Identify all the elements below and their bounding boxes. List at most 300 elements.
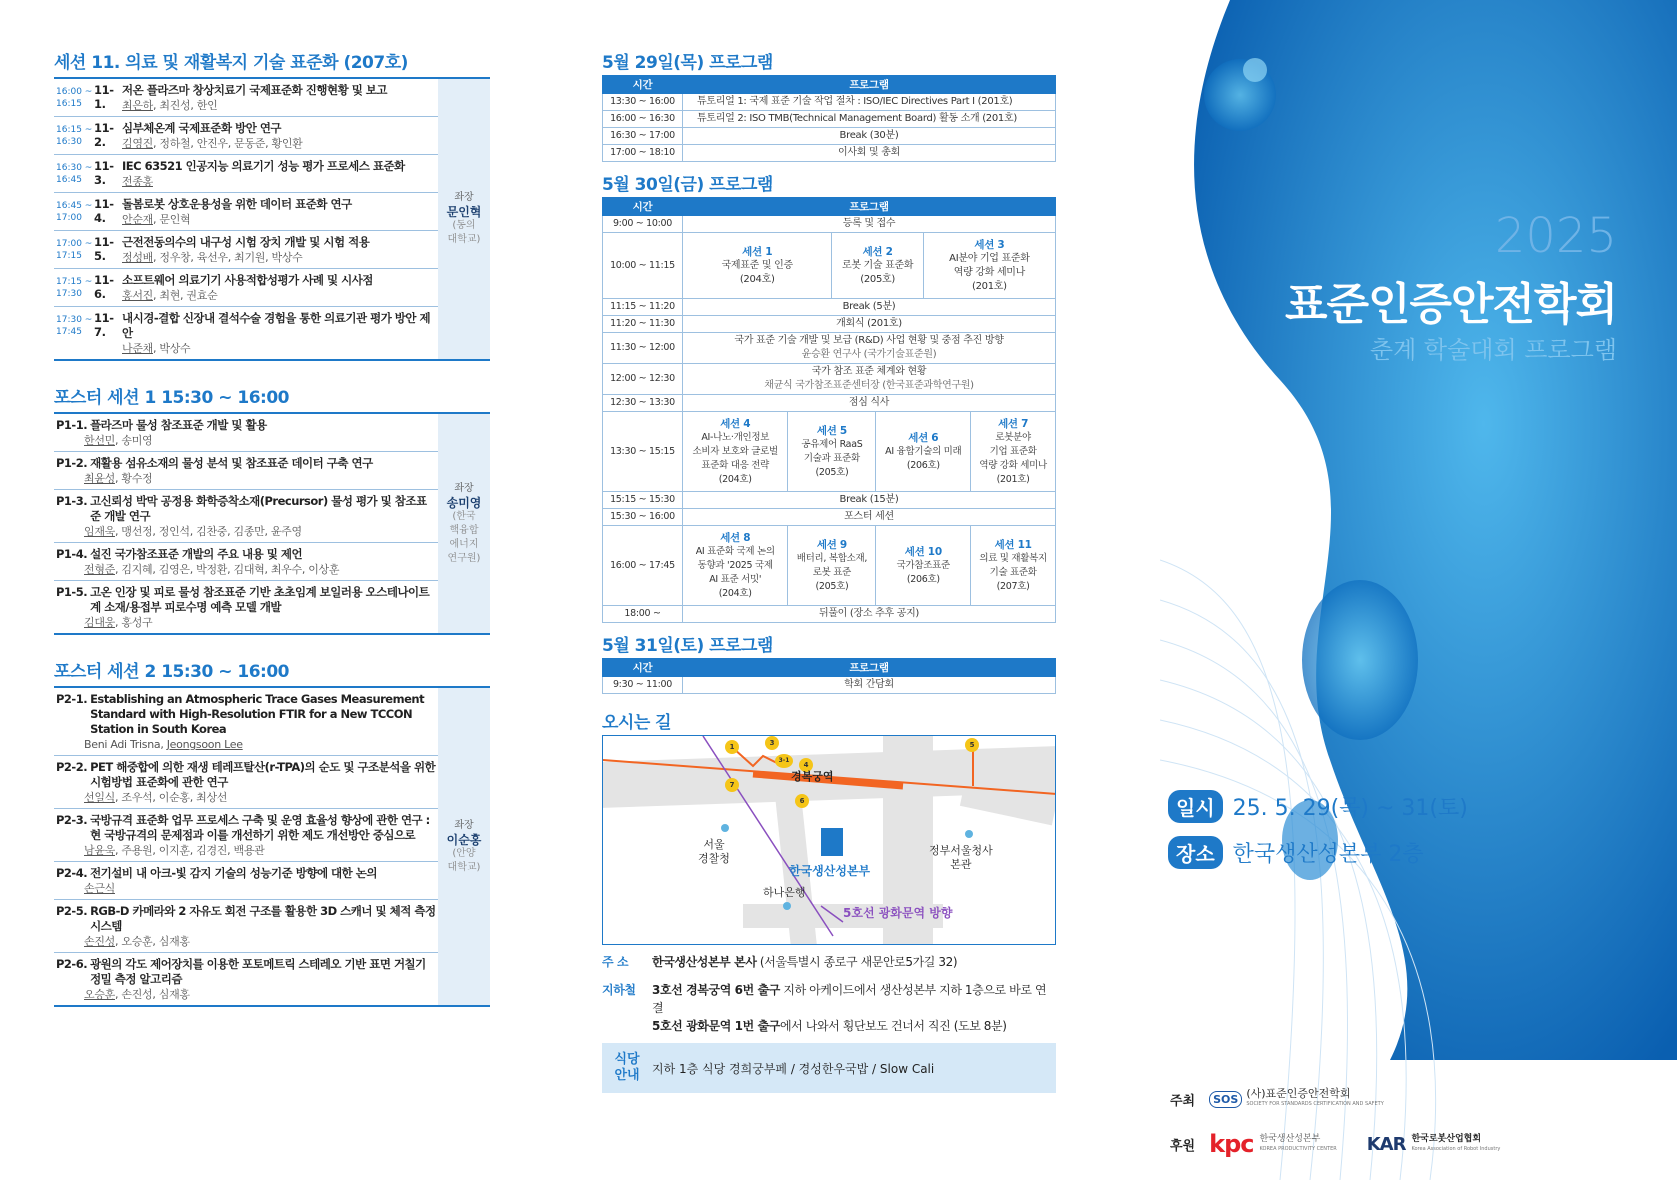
time-cell: 9:30 ~ 11:00 (603, 677, 683, 694)
place-line (1168, 836, 1424, 869)
talk-row (54, 269, 438, 307)
subway-bold: 3호선 경복궁역 6번 출구 (652, 983, 780, 997)
coauthors: , 오승훈, 심재홍 (114, 935, 190, 948)
wave-graphic (1160, 0, 1677, 1180)
talk-row (54, 231, 438, 269)
talk-body (122, 197, 436, 227)
poster-number: P1-1. (56, 418, 88, 432)
session-cell (876, 526, 971, 606)
program-cell (683, 333, 1056, 364)
day30-table (602, 197, 1056, 623)
presenter-name: 안순재 (122, 213, 153, 226)
coauthors: , 조우석, 이순홍, 최상선 (114, 791, 228, 804)
poster-row (54, 581, 438, 633)
exit-marker: 4 (799, 758, 813, 772)
presenter-name: 손진성 (84, 935, 115, 948)
poster-authors (56, 433, 436, 448)
sponsor2-name: 한국로봇산업협회 (1411, 1134, 1482, 1144)
program-cell: 등록 및 접수 (683, 216, 1056, 233)
exit-marker: 3-1 (775, 754, 793, 768)
exit-marker: 1 (725, 740, 739, 754)
talk-title: 돌봄로봇 상호운용성을 위한 데이터 표준화 연구 (122, 197, 352, 211)
presenter-name: 전종홍 (122, 175, 153, 188)
poster-authors (56, 562, 436, 577)
location-map[interactable] (602, 735, 1056, 945)
time-cell: 11:15 ~ 11:20 (603, 299, 683, 316)
poster-authors (56, 737, 436, 752)
poster-title: 국방규격 표준화 업무 프로세스 구축 및 운영 효율성 향상에 관한 연구 : 현 국방규격의 문제점과 이를 개선하기 위한 제도 개선방안 중심으로 (90, 813, 430, 842)
presenter-name: 김대웅 (84, 616, 115, 629)
poster-number: P1-4. (56, 547, 88, 561)
program-title: 국가 참조 표준 체계와 현황 (811, 366, 927, 377)
session-name: 세션 7 (998, 417, 1029, 430)
talk-body (122, 273, 436, 303)
talk-row (54, 79, 438, 117)
presenter-name: 임재욱 (84, 525, 115, 538)
table-row (603, 216, 1056, 233)
subway-label: 지하철 (602, 983, 636, 997)
kpc-label: 한국생산성본부 (789, 864, 871, 878)
col-time: 시간 (603, 76, 683, 94)
talk-time: 16:45 ~ 17:00 (56, 201, 93, 223)
poster-row (54, 543, 438, 581)
coauthors: , 최진성, 한인 (152, 99, 218, 112)
talk-title: 심부체온계 국제표준화 방안 연구 (122, 121, 282, 135)
session-name: 세션 10 (904, 545, 942, 558)
exit-marker: 3 (765, 736, 779, 750)
chair-name: 문인혁 (446, 205, 482, 219)
gov-label: 정부서울청사 본관 (929, 844, 993, 871)
coauthors: , 문인혁 (152, 213, 191, 226)
time-cell: 13:30 ~ 15:15 (603, 412, 683, 492)
table-row (603, 526, 1056, 606)
col-program: 프로그램 (683, 659, 1056, 677)
session-cell (923, 233, 1055, 299)
session-cell (788, 412, 876, 492)
poster-title-line (56, 456, 436, 471)
subway-bold: 5호선 광화문역 1번 출구 (652, 1019, 780, 1033)
cover-year: 2025 (1494, 208, 1617, 264)
program-cell: Break (15분) (683, 492, 1056, 509)
poster-row (54, 900, 438, 953)
sponsor-line (1170, 1130, 1500, 1158)
time-cell: 11:30 ~ 12:00 (603, 333, 683, 364)
poster2-chair (438, 688, 490, 1005)
poster2-box (54, 686, 490, 1007)
presenter-name: 최윤성 (84, 472, 115, 485)
poster-title: Establishing an Atmospheric Trace Gases Measurement Standard with High-Resolution FTIR for a New TCCON Station in South Korea (90, 692, 425, 736)
sponsor1-en: KOREA PRODUCTIVITY CENTER (1259, 1146, 1337, 1152)
table-row (603, 333, 1056, 364)
cover-panel (1160, 0, 1677, 1180)
session-name: 세션 6 (908, 431, 939, 444)
day29-title: 5월 29일(목) 프로그램 (602, 53, 773, 73)
talk-authors (122, 98, 436, 113)
poster-title-line (56, 813, 436, 843)
program-cell: 뒤풀이 (장소 추후 공지) (683, 606, 1056, 623)
talk-title: 내시경-결합 신장내 결석수술 경험을 통한 의료기관 평가 방안 제안 (122, 311, 431, 340)
col-program: 프로그램 (683, 198, 1056, 216)
coauthors: , 김지혜, 김영은, 박정환, 김대혁, 최우수, 이상훈 (114, 563, 340, 576)
presenter-name: 정성배 (122, 251, 153, 264)
session-cell (876, 412, 971, 492)
presenter-name: 전형준 (84, 563, 115, 576)
bank-label: 하나은행 (763, 886, 806, 899)
address-info (602, 953, 1056, 971)
talk-number: 11-6. (94, 273, 114, 301)
time-cell: 16:00 ~ 16:30 (603, 111, 683, 128)
table-row (603, 316, 1056, 333)
program-cell: 점심 식사 (683, 395, 1056, 412)
poster1-list (54, 414, 438, 633)
sponsor1-name: 한국생산성본부 (1259, 1134, 1321, 1144)
poster-number: P2-5. (56, 904, 88, 918)
coauthors: , 정우창, 육선우, 최기원, 박상수 (152, 251, 303, 264)
meal-label: 식당 안내 (614, 1052, 640, 1083)
line5-label: 5호선 광화문역 방향 (843, 906, 953, 920)
presenter-name: 한선민 (84, 434, 115, 447)
poster-title: 고온 인장 및 피로 물성 참조표준 기반 초초임계 보일러용 오스테나이트계 소재/용접부 피로수명 예측 모델 개발 (90, 585, 430, 614)
time-cell: 12:00 ~ 12:30 (603, 364, 683, 395)
kpc-logo-icon: kpc (1209, 1130, 1254, 1158)
talk-row (54, 193, 438, 231)
poster-title-line (56, 494, 436, 524)
poster-title: 플라즈마 물성 참조표준 개발 및 활용 (90, 418, 267, 432)
place-value: 한국생산성본부 2층 (1232, 842, 1424, 867)
talk-authors (122, 174, 436, 189)
subway-info (602, 981, 1056, 1035)
session-topic: 공유제어 RaaS 기술과 표준화 (205호) (801, 438, 863, 478)
poster-title-line (56, 692, 436, 737)
poster-authors (56, 881, 436, 896)
poster-row (54, 756, 438, 809)
chair-role: 좌장 (454, 192, 474, 203)
exit-marker: 7 (725, 778, 739, 792)
time-cell: 13:30 ~ 16:00 (603, 94, 683, 111)
coauthors: , 박상수 (152, 342, 191, 355)
poster-title-line (56, 866, 436, 881)
session-cell (788, 526, 876, 606)
session11-list (54, 79, 438, 359)
program-speaker: 윤승환 연구사 (국가기술표준원) (801, 349, 937, 360)
session-name: 세션 11 (994, 538, 1032, 551)
talk-time: 17:15 ~ 17:30 (56, 277, 93, 299)
session-name: 세션 9 (816, 538, 847, 551)
coauthors: , 송미영 (114, 434, 153, 447)
time-cell: 12:30 ~ 13:30 (603, 395, 683, 412)
time-cell: 15:15 ~ 15:30 (603, 492, 683, 509)
time-cell: 16:30 ~ 17:00 (603, 128, 683, 145)
talk-title: IEC 63521 인공지능 의료기기 성능 평가 프로세스 표준화 (122, 159, 405, 173)
session-topic: 로봇 기술 표준화 (205호) (841, 259, 914, 285)
poster1-title: 포스터 세션 1 15:30 ~ 16:00 (54, 388, 290, 408)
poster-row (54, 809, 438, 862)
poster-authors (56, 524, 436, 539)
kar-logo-icon: KAR (1366, 1133, 1406, 1155)
poster-number: P1-2. (56, 456, 88, 470)
program-cell: 포스터 세션 (683, 509, 1056, 526)
program-speaker: 채균식 국가참조표준센터장 (한국표준과학연구원) (764, 380, 974, 391)
session-name: 세션 2 (862, 245, 893, 258)
presenter-name: 최은하 (122, 99, 153, 112)
address-text: (서울특별시 종로구 새문안로5가길 32) (756, 955, 958, 969)
session-topic: 배터리, 복합소재, 로봇 표준 (205호) (796, 552, 868, 592)
sponsor2-en: Korea Association of Robot Industry (1411, 1146, 1501, 1152)
address-label: 주 소 (602, 955, 629, 969)
poster-title: 재활용 섬유소재의 물성 분석 및 참조표준 데이터 구축 연구 (90, 456, 373, 470)
session-topic: 의료 및 재활복지 기술 표준화 (207호) (979, 552, 1047, 592)
poster2-list (54, 688, 438, 1005)
poster-row (54, 688, 438, 756)
directions-title: 오시는 길 (602, 713, 672, 733)
poster-authors (56, 790, 436, 805)
poster-row (54, 862, 438, 900)
table-row (603, 233, 1056, 299)
talk-time: 17:00 ~ 17:15 (56, 239, 93, 261)
poster-title: 전기설비 내 아크-빛 감지 기술의 성능기준 방향에 대한 논의 (90, 866, 377, 880)
session11-title: 세션 11. 의료 및 재활복지 기술 표준화 (207호) (54, 53, 408, 73)
presenter-name: 선일식 (84, 791, 115, 804)
date-value: 25. 5. 29(목) ~ 31(토) (1232, 796, 1468, 821)
poster-title-line (56, 418, 436, 433)
program-cell: Break (5분) (683, 299, 1056, 316)
chair-affiliation: (한국 핵융합 에너지 연구원) (447, 510, 481, 564)
talk-body (122, 235, 436, 265)
poster-title-line (56, 760, 436, 790)
day29-table (602, 75, 1056, 162)
poster-number: P2-2. (56, 760, 88, 774)
sponsor-label: 후원 (1170, 1138, 1196, 1154)
talk-number: 11-3. (94, 159, 114, 187)
session-name: 세션 8 (720, 531, 751, 544)
time-cell: 18:00 ~ (603, 606, 683, 623)
program-cell: 튜토리얼 2: ISO TMB(Technical Management Board) 활동 소개 (201호) (683, 111, 1056, 128)
table-row (603, 299, 1056, 316)
talk-time: 16:30 ~ 16:45 (56, 163, 93, 185)
time-cell: 16:00 ~ 17:45 (603, 526, 683, 606)
date-line (1168, 790, 1468, 823)
station-label: 경복궁역 (791, 770, 834, 783)
poster-number: P2-6. (56, 957, 88, 971)
talk-time: 16:15 ~ 16:30 (56, 125, 93, 147)
coauthors: , 정하철, 안진우, 문동준, 황인환 (152, 137, 303, 150)
table-row (603, 145, 1056, 162)
col-time: 시간 (603, 198, 683, 216)
session-cell (683, 233, 832, 299)
program-cell: 개회식 (201호) (683, 316, 1056, 333)
presenter-name: 홍서진 (122, 289, 153, 302)
talk-body (122, 311, 436, 356)
session11-chair (438, 79, 490, 359)
talk-number: 11-5. (94, 235, 114, 263)
talk-body (122, 159, 436, 189)
meal-text: 지하 1층 식당 경희궁부페 / 경성한우국밥 / Slow Cali (652, 1061, 935, 1076)
talk-number: 11-7. (94, 311, 114, 339)
session11-box (54, 77, 490, 361)
program-cell: 이사회 및 총회 (683, 145, 1056, 162)
poster-authors (56, 471, 436, 486)
table-row (603, 509, 1056, 526)
coauthors: , 홍성구 (114, 616, 153, 629)
program-cell: 학회 간담회 (683, 677, 1056, 694)
table-row (603, 111, 1056, 128)
session-topic: 국제표준 및 인증 (204호) (721, 259, 793, 285)
talk-authors (122, 136, 436, 151)
time-cell: 9:00 ~ 10:00 (603, 216, 683, 233)
session-name: 세션 5 (816, 424, 847, 437)
session-name: 세션 3 (974, 238, 1005, 251)
poster-title: RGB-D 카메라와 2 자유도 회전 구조를 활용한 3D 스캐너 및 체적 측정 시스템 (90, 904, 436, 933)
poster-row (54, 490, 438, 543)
day31-table (602, 658, 1056, 694)
poster-title-line (56, 547, 436, 562)
police-label: 서울 경찰청 (698, 838, 730, 865)
exit-marker: 5 (965, 738, 979, 752)
table-row (603, 395, 1056, 412)
poster-authors (56, 987, 436, 1002)
talk-row (54, 155, 438, 193)
poster-authors (56, 934, 436, 949)
time-cell: 10:00 ~ 11:15 (603, 233, 683, 299)
talk-time: 16:00 ~ 16:15 (56, 87, 93, 109)
session-cell (971, 412, 1056, 492)
table-row (603, 492, 1056, 509)
poster-number: P2-4. (56, 866, 88, 880)
coauthors: Beni Adi Trisna, (84, 738, 167, 751)
presenter-name: 오승훈 (84, 988, 115, 1001)
time-cell: 11:20 ~ 11:30 (603, 316, 683, 333)
session-cell (683, 412, 788, 492)
talk-body (122, 83, 436, 113)
session-topic: 국가참조표준 (206호) (896, 559, 950, 585)
presenter-name: Jeongsoon Lee (166, 738, 243, 751)
time-cell: 17:00 ~ 18:10 (603, 145, 683, 162)
chair-affiliation: (동의 대학교) (447, 220, 481, 245)
table-row (603, 412, 1056, 492)
cover-subtitle: 춘계 학술대회 프로그램 (1369, 336, 1617, 364)
poster1-box (54, 412, 490, 635)
table-row (603, 94, 1056, 111)
session-topic: AI분야 기업 표준화 역량 강화 세미나 (201호) (949, 252, 1030, 292)
chair-affiliation: (안양 대학교) (447, 847, 481, 873)
poster-authors (56, 843, 436, 858)
poster-row (54, 414, 438, 452)
chair-role: 좌장 (454, 482, 474, 494)
subway-text: 지하 아케이드에서 생산성본부 지하 1층으로 바로 연결 (652, 983, 1047, 1015)
talk-title: 저온 플라즈마 창상치료기 국제표준화 진행현황 및 보고 (122, 83, 388, 97)
poster1-chair (438, 414, 490, 633)
talk-row (54, 307, 438, 359)
table-row (603, 606, 1056, 623)
poster-title-line (56, 957, 436, 987)
presenter-name: 나준채 (122, 342, 153, 355)
talk-authors (122, 341, 436, 356)
session-topic: 로봇분야 기업 표준화 역량 강화 세미나 (201호) (979, 431, 1047, 485)
talk-title: 근전전동의수의 내구성 시험 장치 개발 및 시험 적용 (122, 235, 370, 249)
poster-number: P1-5. (56, 585, 88, 599)
talk-authors (122, 288, 436, 303)
address-bold: 한국생산성본부 본사 (652, 955, 757, 969)
talk-body (122, 121, 436, 151)
building-icon (821, 828, 843, 856)
host-org-en: SOCIETY FOR STANDARDS CERTIFICATION AND SAFETY (1246, 1101, 1384, 1107)
middle-column (602, 48, 1056, 1093)
session-cell (971, 526, 1056, 606)
sos-logo-icon: SOS (1209, 1091, 1242, 1108)
talk-time: 17:30 ~ 17:45 (56, 315, 93, 337)
poster2-title: 포스터 세션 2 15:30 ~ 16:00 (54, 662, 290, 682)
coauthors: , 손진성, 심재홍 (114, 988, 190, 1001)
exit-marker: 6 (795, 794, 809, 808)
place-label: 장소 (1168, 836, 1223, 869)
talk-title: 소프트웨어 의료기기 사용적합성평가 사례 및 시사점 (122, 273, 373, 287)
time-cell: 15:30 ~ 16:00 (603, 509, 683, 526)
cover-title: 표준인증안전학회 (1284, 279, 1617, 330)
session-cell (683, 526, 788, 606)
table-row (603, 677, 1056, 694)
chair-name: 이순홍 (446, 832, 482, 847)
poster-title: 고신뢰성 박막 공정용 화학증착소재(Precursor) 물성 평가 및 참조표준 개발 연구 (90, 494, 427, 523)
session-name: 세션 1 (742, 245, 773, 258)
host-line (1170, 1088, 1384, 1110)
program-title: 국가 표준 기술 개발 및 보급 (R&D) 사업 현황 및 중점 추진 방향 (734, 335, 1004, 346)
left-column (54, 48, 490, 1029)
session-topic: AI 표준화 국제 논의 동향과 '2025 국제 AI 표준 서밋' (204호) (695, 545, 775, 599)
talk-authors (122, 212, 436, 227)
talk-number: 11-1. (94, 83, 114, 111)
poster-row (54, 452, 438, 490)
host-label: 주최 (1170, 1093, 1196, 1109)
table-row (603, 128, 1056, 145)
subway-text: 에서 나와서 횡단보도 건너서 직진 (도보 8분) (779, 1019, 1007, 1033)
poster-title-line (56, 585, 436, 615)
poster-number: P1-3. (56, 494, 88, 508)
poster-row (54, 953, 438, 1005)
session-topic: AI 융합기술의 미래 (206호) (885, 445, 962, 471)
coauthors: , 최현, 권효순 (152, 289, 218, 302)
talk-row (54, 117, 438, 155)
col-program: 프로그램 (683, 76, 1056, 94)
session-topic: AI-나노·개인정보 소비자 보호와 글로벌 표준화 대응 전략 (204호) (692, 431, 778, 485)
program-cell: 튜토리얼 1: 국제 표준 기술 작업 절차 : ISO/IEC Directives Part Ⅰ (201호) (683, 94, 1056, 111)
coauthors: , 주용원, 이지훈, 김경진, 백용관 (114, 844, 265, 857)
poster-authors (56, 615, 436, 630)
presenter-name: 김영진 (122, 137, 153, 150)
poster-number: P2-1. (56, 692, 88, 706)
table-row (603, 364, 1056, 395)
poster-number: P2-3. (56, 813, 88, 827)
program-cell: Break (30분) (683, 128, 1056, 145)
chair-role: 좌장 (454, 819, 474, 831)
program-cell (683, 364, 1056, 395)
host-org: (사)표준인증안전학회 (1246, 1087, 1351, 1100)
presenter-name: 남윤욱 (84, 844, 115, 857)
presenter-name: 손근식 (84, 882, 115, 895)
meal-info (602, 1043, 1056, 1093)
day31-title: 5월 31일(토) 프로그램 (602, 636, 773, 656)
chair-name: 송미영 (446, 495, 482, 510)
talk-number: 11-2. (94, 121, 114, 149)
talk-number: 11-4. (94, 197, 114, 225)
poster-title: PET 해중합에 의한 재생 테레프탈산(r-TPA)의 순도 및 구조분석을 위한 시험방법 표준화에 관한 연구 (90, 760, 436, 789)
col-time: 시간 (603, 659, 683, 677)
poster-title: 설진 국가참조표준 개발의 주요 내용 및 제언 (90, 547, 303, 561)
poster-title: 광원의 각도 제어장치를 이용한 포토메트릭 스테레오 기반 표면 거칠기 정밀 측정 알고리즘 (90, 957, 426, 986)
day30-title: 5월 30일(금) 프로그램 (602, 175, 773, 195)
coauthors: , 황수정 (114, 472, 153, 485)
poster-title-line (56, 904, 436, 934)
coauthors: , 맹선정, 정인석, 김찬중, 김종만, 윤주영 (114, 525, 302, 538)
